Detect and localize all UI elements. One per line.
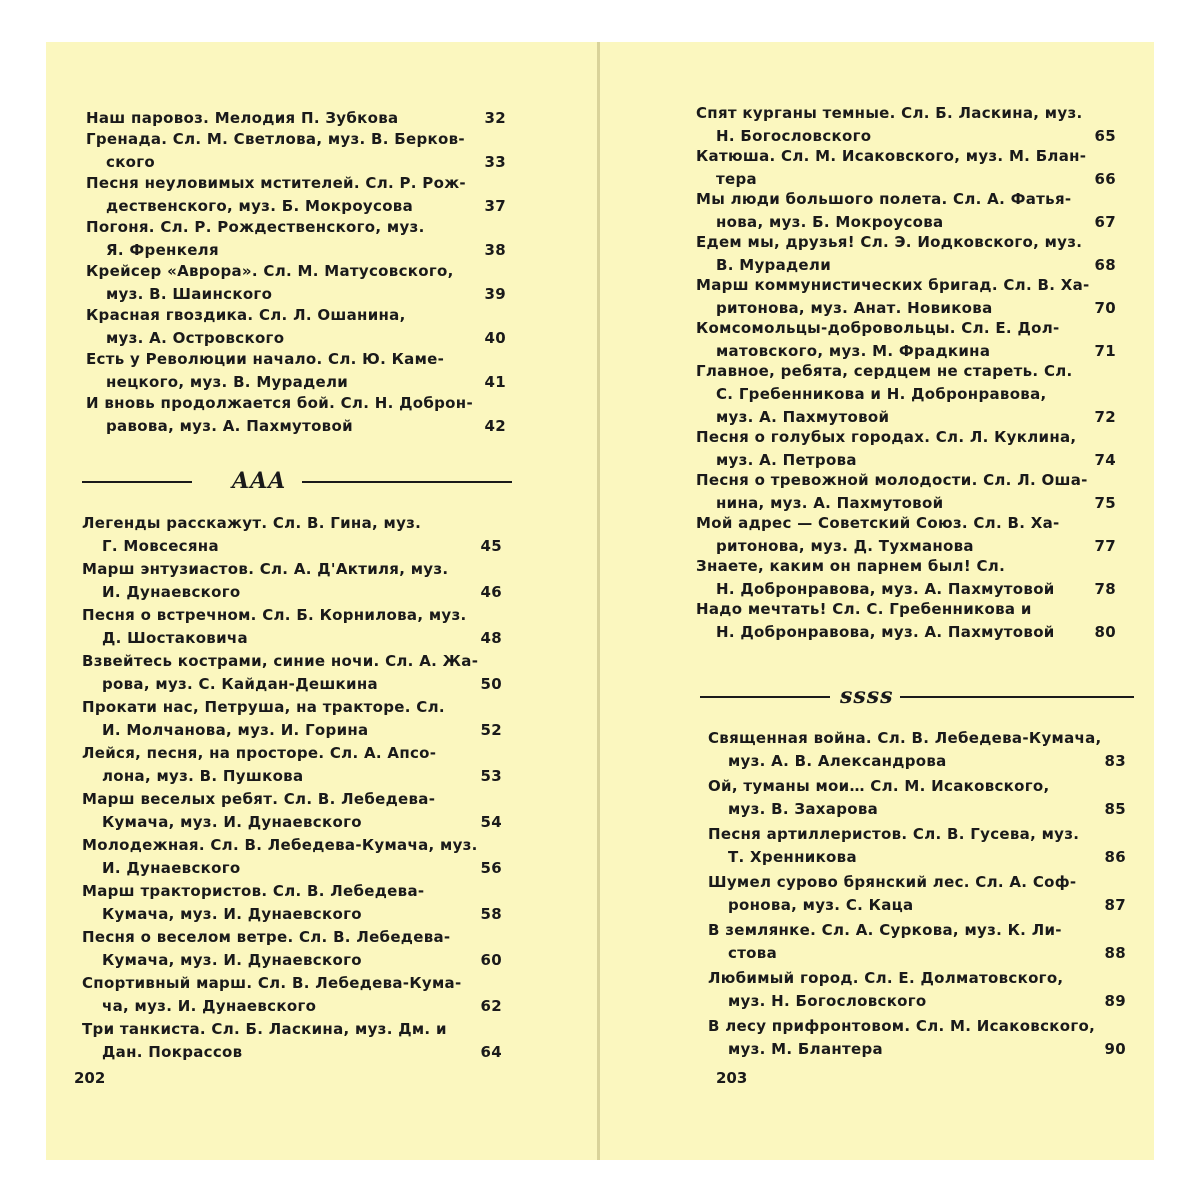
entry-page-number: 64 [480, 1043, 502, 1061]
toc-entry [696, 512, 1116, 558]
entry-title: Песня артиллеристов. Сл. В. Гусева, муз. [708, 825, 1080, 843]
toc-entry [708, 919, 1126, 965]
entry-continuation: Кумача, муз. И. Дунаевского [102, 951, 362, 969]
entry-continuation: муз. Н. Богословского [728, 992, 927, 1010]
entry-continuation: нецкого, муз. В. Мурадели [106, 373, 349, 391]
book-spread [46, 42, 1154, 1160]
ornament-divider-left [82, 470, 512, 494]
entry-continuation: Кумача, муз. И. Дунаевского [102, 813, 362, 831]
entry-continuation: лона, муз. В. Пушкова [102, 767, 304, 785]
toc-entry [82, 834, 502, 880]
entry-title: И вновь продолжается бой. Сл. Н. Доброн- [86, 394, 473, 412]
entry-page-number: 80 [1094, 623, 1116, 641]
entry-continuation: стова [728, 944, 778, 962]
entry-continuation: В. Мурадели [716, 256, 832, 274]
ornament-glyph: AAA [232, 468, 287, 494]
entry-continuation: тера [716, 170, 757, 188]
toc-list-left-bottom [82, 512, 502, 1064]
entry-continuation: равова, муз. А. Пахмутовой [106, 417, 353, 435]
toc-entry [82, 604, 502, 650]
entry-continuation: Я. Френкеля [106, 241, 219, 259]
entry-title: Спортивный марш. Сл. В. Лебедева-Кума- [82, 974, 462, 992]
entry-title: Главное, ребята, сердцем не стареть. Сл. [696, 362, 1073, 380]
entry-page-number: 37 [484, 197, 506, 215]
entry-continuation: дественского, муз. Б. Мокроусова [106, 197, 414, 215]
entry-continuation: ритонова, муз. Д. Тухманова [716, 537, 974, 555]
entry-title: Песня о встречном. Сл. Б. Корнилова, муз. [82, 606, 467, 624]
page-right [600, 42, 1154, 1160]
entry-title: Три танкиста. Сл. Б. Ласкина, муз. Дм. и [82, 1020, 447, 1038]
entry-page-number: 56 [480, 859, 502, 877]
toc-list-left-top [86, 107, 506, 438]
entry-title: Комсомольцы-добровольцы. Сл. Е. Дол- [696, 319, 1060, 337]
entry-title: Мы люди большого полета. Сл. А. Фатья- [696, 190, 1072, 208]
entry-continuation: И. Дунаевского [102, 583, 241, 601]
toc-entry [86, 128, 506, 174]
entry-title: Гренада. Сл. М. Светлова, муз. В. Берков- [86, 130, 465, 148]
entry-title: Песня о веселом ветре. Сл. В. Лебедева- [82, 928, 451, 946]
entry-title: Шумел сурово брянский лес. Сл. А. Соф- [708, 873, 1077, 891]
entry-title: Есть у Революции начало. Сл. Ю. Каме- [86, 350, 445, 368]
entry-page-number: 86 [1104, 848, 1126, 866]
entry-page-number: 77 [1094, 537, 1116, 555]
entry-title: В лесу прифронтовом. Сл. М. Исаковского, [708, 1017, 1096, 1035]
toc-entry [82, 880, 502, 926]
entry-title: Марш веселых ребят. Сл. В. Лебедева- [82, 790, 436, 808]
entry-page-number: 42 [484, 417, 506, 435]
toc-entry [696, 426, 1116, 472]
entry-title: Знаете, каким он парнем был! Сл. [696, 557, 1006, 575]
toc-list-right-top [696, 102, 1116, 644]
entry-page-number: 60 [480, 951, 502, 969]
entry-page-number: 62 [480, 997, 502, 1015]
toc-entry [696, 360, 1116, 429]
toc-entry [82, 972, 502, 1018]
entry-continuation: ча, муз. И. Дунаевского [102, 997, 317, 1015]
toc-entry [708, 727, 1126, 773]
page-number-left: 202 [74, 1069, 106, 1087]
entry-page-number: 75 [1094, 494, 1116, 512]
toc-entry [696, 231, 1116, 277]
page-number-right: 203 [716, 1069, 748, 1087]
entry-page-number: 54 [480, 813, 502, 831]
entry-continuation: Кумача, муз. И. Дунаевского [102, 905, 362, 923]
page-left [46, 42, 598, 1160]
entry-title: Спят курганы темные. Сл. Б. Ласкина, муз. [696, 104, 1083, 122]
entry-continuation: ритонова, муз. Анат. Новикова [716, 299, 993, 317]
toc-entry [708, 823, 1126, 869]
toc-entry [708, 1015, 1126, 1061]
toc-entry [86, 348, 506, 394]
entry-continuation: нина, муз. А. Пахмутовой [716, 494, 944, 512]
entry-page-number: 58 [480, 905, 502, 923]
toc-entry [708, 967, 1126, 1013]
entry-continuation: муз. В. Захарова [728, 800, 879, 818]
entry-continuation: Н. Добронравова, муз. А. Пахмутовой [716, 623, 1055, 641]
toc-entry [86, 216, 506, 262]
entry-title: Красная гвоздика. Сл. Л. Ошанина, [86, 306, 406, 324]
entry-continuation: муз. А. Пахмутовой [716, 408, 890, 426]
entry-page-number: 85 [1104, 800, 1126, 818]
entry-page-number: 48 [480, 629, 502, 647]
entry-page-number: 46 [480, 583, 502, 601]
entry-page-number: 66 [1094, 170, 1116, 188]
toc-entry [86, 107, 506, 130]
toc-entry [86, 392, 506, 438]
entry-page-number: 41 [484, 373, 506, 391]
entry-page-number: 71 [1094, 342, 1116, 360]
entry-title: Священная война. Сл. В. Лебедева-Кумача, [708, 729, 1102, 747]
entry-continuation: С. Гребенникова и Н. Добронравова, [716, 385, 1047, 403]
entry-continuation: ского [106, 153, 156, 171]
entry-title: Надо мечтать! Сл. С. Гребенникова и [696, 600, 1032, 618]
toc-entry [86, 304, 506, 350]
toc-entry [82, 788, 502, 834]
entry-page-number: 70 [1094, 299, 1116, 317]
entry-page-number: 89 [1104, 992, 1126, 1010]
entry-title: Марш коммунистических бригад. Сл. В. Ха- [696, 276, 1090, 294]
entry-continuation: Дан. Покрассов [102, 1043, 243, 1061]
toc-entry [82, 512, 502, 558]
entry-title: Легенды расскажут. Сл. В. Гина, муз. [82, 514, 422, 532]
entry-page-number: 33 [484, 153, 506, 171]
entry-title: Песня неуловимых мстителей. Сл. Р. Рож- [86, 174, 466, 192]
toc-entry [82, 558, 502, 604]
entry-page-number: 74 [1094, 451, 1116, 469]
entry-page-number: 50 [480, 675, 502, 693]
entry-title: Любимый город. Сл. Е. Долматовского, [708, 969, 1064, 987]
entry-title: Песня о тревожной молодости. Сл. Л. Оша- [696, 471, 1088, 489]
entry-title: Наш паровоз. Мелодия П. Зубкова [86, 109, 399, 127]
entry-page-number: 68 [1094, 256, 1116, 274]
toc-entry [696, 469, 1116, 515]
toc-entry [82, 742, 502, 788]
entry-page-number: 38 [484, 241, 506, 259]
entry-page-number: 53 [480, 767, 502, 785]
toc-entry [696, 317, 1116, 363]
entry-continuation: матовского, муз. М. Фрадкина [716, 342, 991, 360]
entry-title: Крейсер «Аврора». Сл. М. Матусовского, [86, 262, 454, 280]
toc-entry [696, 598, 1116, 644]
entry-page-number: 67 [1094, 213, 1116, 231]
toc-entry [708, 871, 1126, 917]
entry-title: Ой, туманы мои… Сл. М. Исаковского, [708, 777, 1050, 795]
entry-continuation: муз. В. Шаинского [106, 285, 273, 303]
entry-page-number: 40 [484, 329, 506, 347]
entry-title: Молодежная. Сл. В. Лебедева-Кумача, муз. [82, 836, 478, 854]
entry-continuation: Т. Хренникова [728, 848, 857, 866]
entry-continuation: Н. Добронравова, муз. А. Пахмутовой [716, 580, 1055, 598]
toc-entry [696, 145, 1116, 191]
ornament-divider-right [700, 685, 1134, 709]
toc-entry [86, 260, 506, 306]
toc-entry [696, 555, 1116, 601]
toc-entry [708, 775, 1126, 821]
entry-title: В землянке. Сл. А. Суркова, муз. К. Ли- [708, 921, 1062, 939]
entry-page-number: 65 [1094, 127, 1116, 145]
entry-title: Марш трактористов. Сл. В. Лебедева- [82, 882, 425, 900]
entry-page-number: 88 [1104, 944, 1126, 962]
toc-entry [82, 696, 502, 742]
entry-continuation: ронова, муз. С. Каца [728, 896, 914, 914]
entry-page-number: 83 [1104, 752, 1126, 770]
entry-title: Лейся, песня, на просторе. Сл. А. Апсо- [82, 744, 437, 762]
entry-page-number: 39 [484, 285, 506, 303]
toc-entry [696, 188, 1116, 234]
entry-page-number: 45 [480, 537, 502, 555]
entry-title: Погоня. Сл. Р. Рождественского, муз. [86, 218, 425, 236]
ornament-glyph: ssss [840, 683, 894, 709]
entry-page-number: 32 [484, 109, 506, 127]
entry-continuation: рова, муз. С. Кайдан-Дешкина [102, 675, 378, 693]
toc-entry [696, 102, 1116, 148]
toc-entry [82, 926, 502, 972]
entry-title: Взвейтесь кострами, синие ночи. Сл. А. Жа- [82, 652, 479, 670]
entry-title: Едем мы, друзья! Сл. Э. Иодковского, муз. [696, 233, 1083, 251]
entry-continuation: муз. М. Блантера [728, 1040, 883, 1058]
entry-continuation: муз. А. Петрова [716, 451, 857, 469]
entry-continuation: нова, муз. Б. Мокроусова [716, 213, 944, 231]
entry-title: Песня о голубых городах. Сл. Л. Куклина, [696, 428, 1077, 446]
entry-title: Прокати нас, Петруша, на тракторе. Сл. [82, 698, 445, 716]
entry-title: Катюша. Сл. М. Исаковского, муз. М. Блан- [696, 147, 1087, 165]
entry-page-number: 72 [1094, 408, 1116, 426]
entry-continuation: муз. А. Островского [106, 329, 285, 347]
entry-continuation: И. Дунаевского [102, 859, 241, 877]
entry-title: Мой адрес — Советский Союз. Сл. В. Ха- [696, 514, 1060, 532]
toc-entry [82, 650, 502, 696]
entry-title: Марш энтузиастов. Сл. А. Д'Актиля, муз. [82, 560, 449, 578]
toc-entry [82, 1018, 502, 1064]
toc-list-right-bottom [708, 727, 1126, 1061]
entry-continuation: И. Молчанова, муз. И. Горина [102, 721, 369, 739]
entry-continuation: муз. А. В. Александрова [728, 752, 947, 770]
entry-page-number: 90 [1104, 1040, 1126, 1058]
entry-page-number: 87 [1104, 896, 1126, 914]
entry-page-number: 78 [1094, 580, 1116, 598]
toc-entry [696, 274, 1116, 320]
entry-page-number: 52 [480, 721, 502, 739]
entry-continuation: Н. Богословского [716, 127, 872, 145]
entry-continuation: Г. Мовсесяна [102, 537, 219, 555]
entry-continuation: Д. Шостаковича [102, 629, 248, 647]
toc-entry [86, 172, 506, 218]
